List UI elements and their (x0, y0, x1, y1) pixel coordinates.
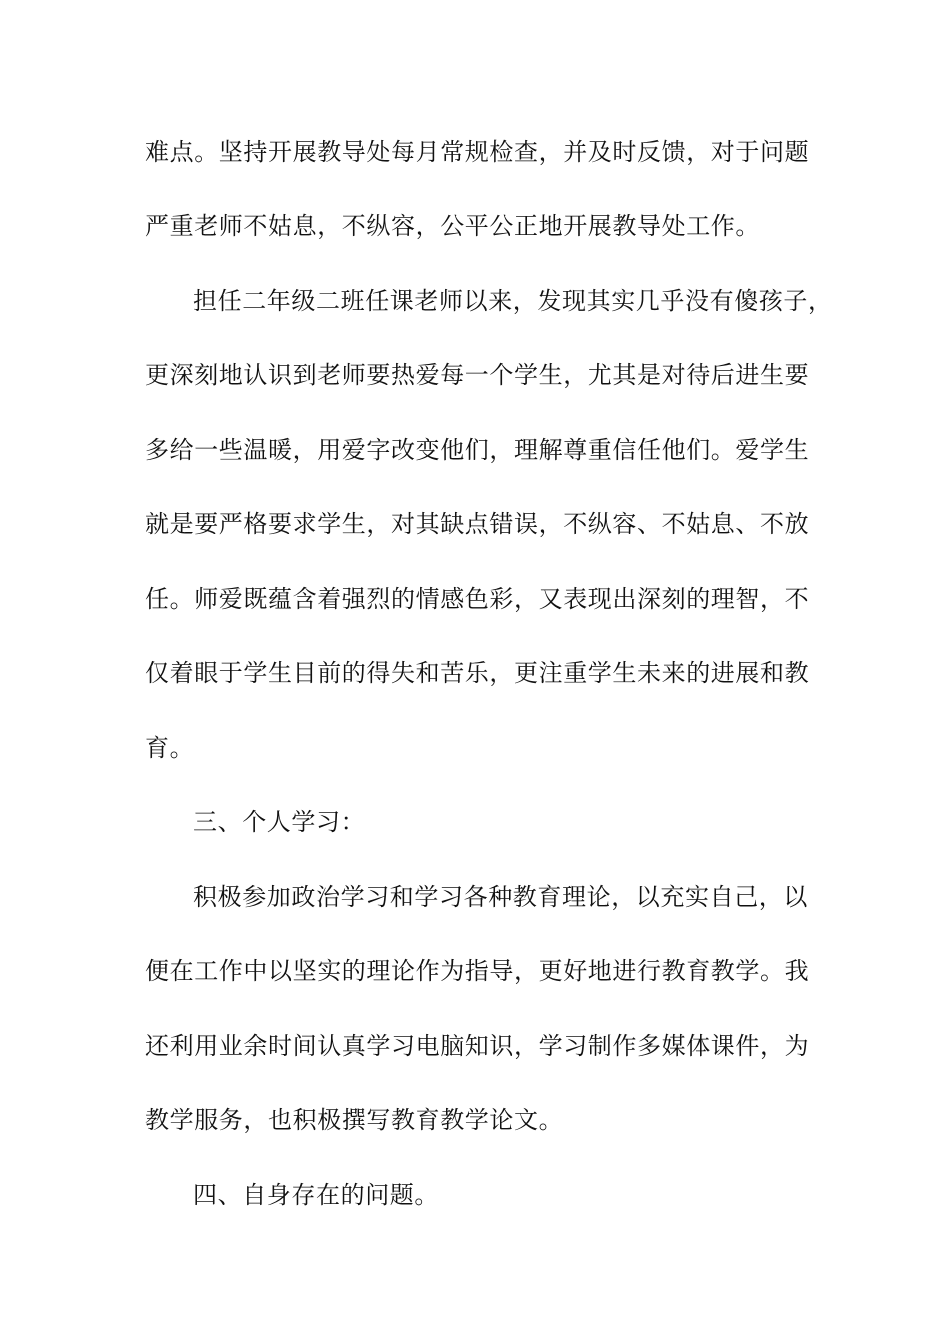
text-line: 育。 (145, 734, 195, 762)
paragraph-start-line: 积极参加政治学习和学习各种教育理论，以充实自己，以 (193, 883, 808, 911)
text-line: 还利用业余时间认真学习电脑知识，学习制作多媒体课件，为 (145, 1032, 810, 1060)
text-line: 严重老师不姑息，不纵容，公平公正地开展教导处工作。 (145, 212, 760, 240)
text-line: 多给一些温暖，用爱字改变他们，理解尊重信任他们。爱学生 (145, 436, 810, 464)
paragraph-start-line: 担任二年级二班任课老师以来，发现其实几乎没有傻孩子， (193, 287, 833, 315)
text-line: 就是要严格要求学生，对其缺点错误，不纵容、不姑息、不放 (145, 510, 810, 538)
text-line: 教学服务，也积极撰写教育教学论文。 (145, 1106, 564, 1134)
text-line: 仅着眼于学生目前的得失和苦乐，更注重学生未来的进展和教 (145, 659, 810, 687)
section-heading: 三、个人学习： (193, 808, 366, 836)
text-line: 便在工作中以坚实的理论作为指导，更好地进行教育教学。我 (145, 957, 810, 985)
section-heading: 四、自身存在的问题。 (193, 1181, 439, 1209)
text-line: 任。师爱既蕴含着强烈的情感色彩，又表现出深刻的理智，不 (145, 585, 810, 613)
text-line: 更深刻地认识到老师要热爱每一个学生，尤其是对待后进生要 (145, 361, 810, 389)
text-line: 难点。坚持开展教导处每月常规检查，并及时反馈，对于问题 (145, 138, 810, 166)
